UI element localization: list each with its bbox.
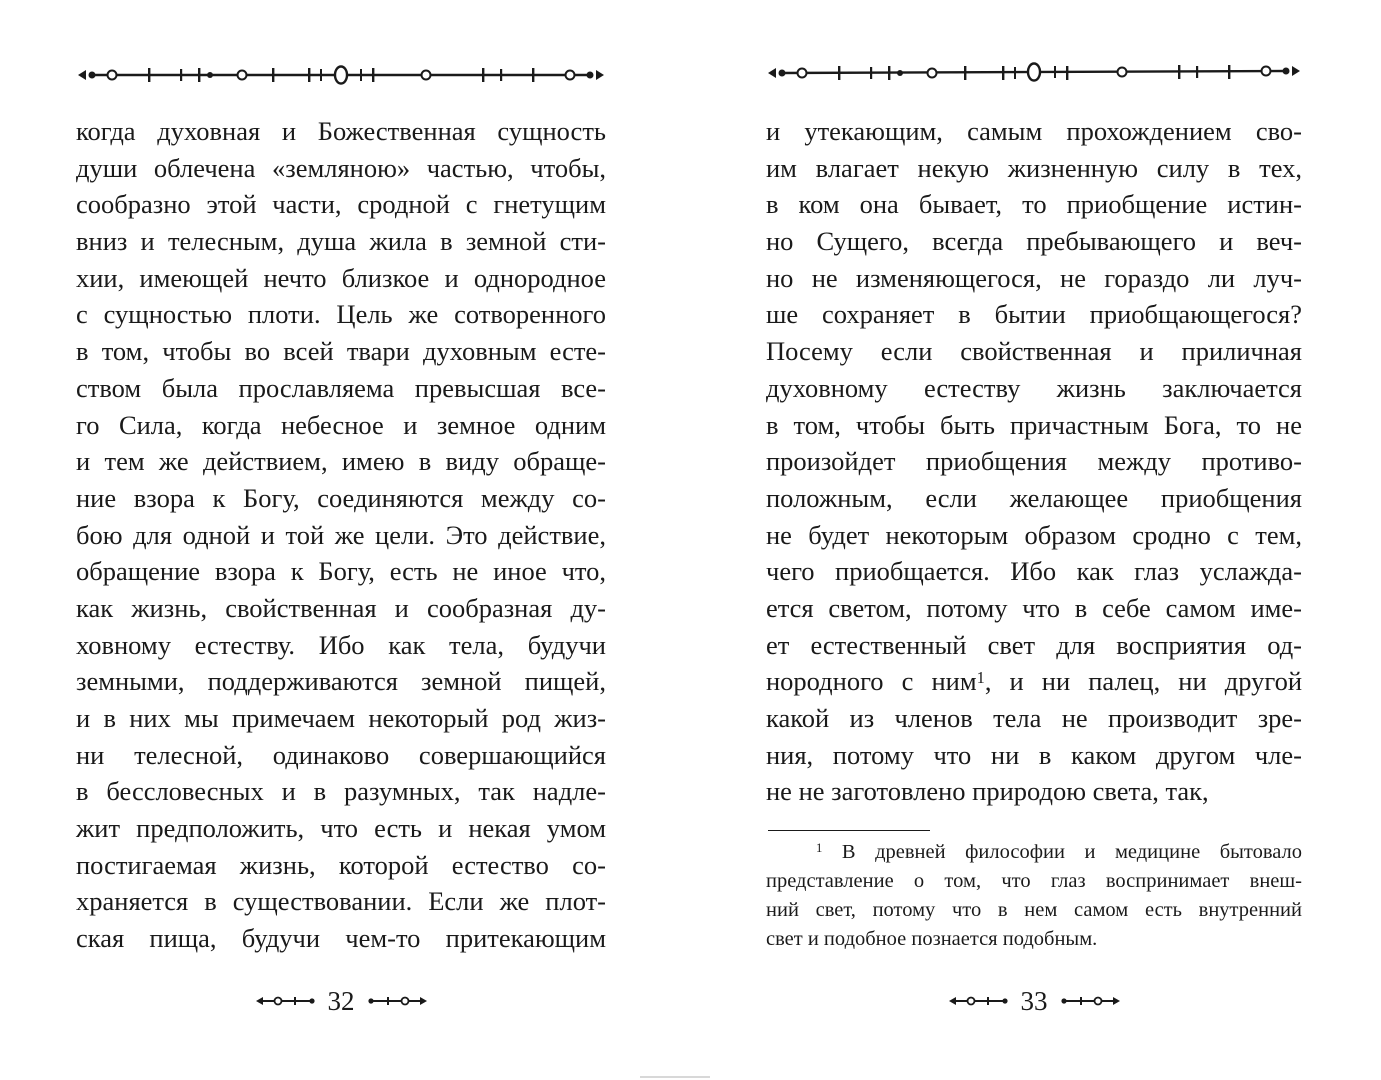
folio-ornament-right-icon [367, 995, 427, 1007]
footnote-divider [768, 830, 930, 831]
footnote-text: В древней философии и медицине бытовало [822, 841, 1302, 863]
text-line: но Сущего, всегда пребывающего и веч- [766, 226, 1302, 257]
text-line: им влагает некую жизненную силу в тех, [766, 152, 1302, 183]
text-line: в том, чтобы быть причастным Бога, то не [766, 409, 1302, 440]
folio-ornament-left-icon [949, 995, 1009, 1007]
text-fragment: , и ни палец, ни другой [984, 666, 1303, 697]
text-line: ством была прославляема превысшая все- [76, 372, 606, 403]
footnote-line: ний свет, потому что в нем самом есть внутренний [766, 899, 1302, 921]
text-line: с сущностью плоти. Цель же сотворенного [76, 299, 606, 330]
text-line: не будет некоторым образом сродно с тем, [766, 519, 1302, 550]
folio-ornament-right-icon [1060, 995, 1120, 1007]
text-line: храняется в существовании. Если же плот- [76, 886, 606, 917]
text-line: го Сила, когда небесное и земное одним [76, 409, 606, 440]
text-line: сообразно этой части, сродной с гнетущим [76, 189, 606, 220]
text-line: и в них мы примечаем некоторый род жиз- [76, 703, 606, 733]
text-line: ше сохраняет в бытии приобщающегося? [766, 299, 1302, 330]
text-fragment: нородного с ним [766, 666, 977, 697]
text-line: ние взора к Богу, соединяются между со- [76, 482, 606, 513]
text-line: не не заготовлено природою света, так, [766, 776, 1209, 807]
text-line: произойдет приобщения между противо- [766, 446, 1302, 477]
text-line: бою для одной и той же цели. Это действие, [76, 519, 606, 550]
text-line: какой из членов тела не производит зре- [766, 703, 1302, 733]
footnote-marker: 1 [816, 841, 823, 856]
text-line-with-note-ref [766, 663, 1302, 700]
text-line: ская пища, будучи чем-то притекающим [76, 923, 606, 954]
text-line: души облечена «земляною» частью, чтобы, [76, 152, 606, 183]
page-number: 32 [327, 985, 355, 1016]
header-ornament [766, 62, 1302, 88]
page-number: 33 [1020, 985, 1048, 1016]
text-line: положным, если желающее приобщения [766, 482, 1302, 513]
text-line: земными, поддерживаются земной пищей, [76, 666, 606, 697]
text-line: вниз и телесным, душа жила в земной сти- [76, 226, 606, 257]
text-line: в том, чтобы во всей твари духовным есте- [76, 336, 606, 367]
footnote [766, 838, 1302, 954]
left-page [76, 0, 606, 1080]
text-line: Посему если свойственная и приличная [766, 336, 1302, 367]
text-line: ховному естеству. Ибо как тела, будучи [76, 629, 606, 660]
text-line: ния, потому что ни в каком другом чле- [766, 739, 1302, 770]
folio-ornament-left-icon [256, 995, 316, 1007]
header-ornament [76, 62, 606, 88]
footnote-line: свет и подобное познается подобным. [766, 928, 1098, 950]
text-line: и тем же действием, имею в виду обраще- [76, 446, 606, 477]
text-line: но не изменяющегося, не гораздо ли луч- [766, 262, 1302, 293]
footnote-line: представление о том, что глаз воспринимает внеш- [766, 870, 1302, 892]
text-line: хии, имеющей нечто близкое и однородное [76, 262, 606, 293]
footnote-reference[interactable]: 1 [976, 667, 985, 687]
text-line: ется светом, потому что в себе самом име- [766, 592, 1302, 623]
ornament-rule-icon [766, 62, 1302, 88]
left-page-folio [76, 983, 606, 1019]
text-line: ни телесной, одинаково совершающийся [76, 739, 606, 770]
text-line: обращение взора к Богу, есть не иное что, [76, 556, 606, 587]
footnote-line [766, 838, 1302, 867]
text-line: постигаемая жизнь, которой естество со- [76, 849, 606, 880]
text-line: чего приобщается. Ибо как глаз услажда- [766, 556, 1302, 587]
ornament-rule-icon [76, 62, 606, 88]
right-page-body-text [766, 113, 1302, 810]
text-line: в ком она бывает, то приобщение истин- [766, 189, 1302, 220]
text-line: в бессловесных и в разумных, так надле- [76, 776, 606, 807]
gutter-shadow [640, 1076, 710, 1078]
right-page-folio [766, 983, 1302, 1019]
left-page-body-text [76, 113, 606, 957]
text-line: жит предположить, что есть и некая умом [76, 813, 606, 844]
right-page [766, 0, 1302, 1080]
text-line: как жизнь, свойственная и сообразная ду- [76, 592, 606, 623]
text-line: духовному естеству жизнь заключается [766, 372, 1302, 403]
text-line: ет естественный свет для восприятия од- [766, 629, 1302, 660]
text-line: и утекающим, самым прохождением сво- [766, 116, 1302, 146]
text-line: когда духовная и Божественная сущность [76, 116, 606, 146]
